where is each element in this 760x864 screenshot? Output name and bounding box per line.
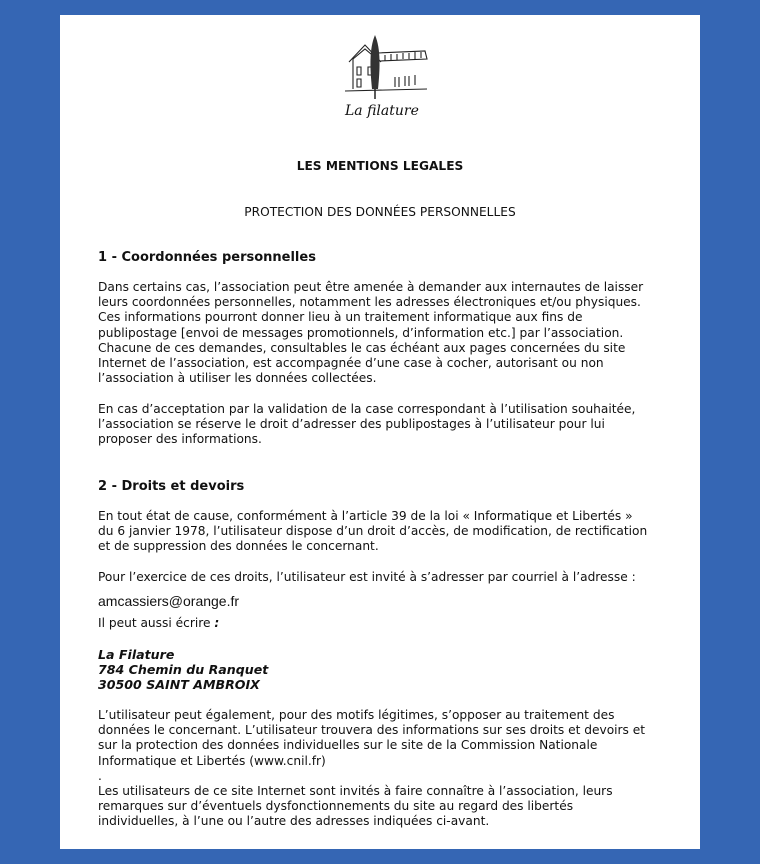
section2-paragraph-1 [98,509,668,555]
text-line: l’association se réserve le droit d’adresser des publipostages à l’utilisateur pour lui [98,417,605,432]
write-line [98,616,668,631]
write-text: Il peut aussi écrire [98,616,211,630]
postal-address [98,647,268,692]
section1-heading: 1 - Coordonnées personnelles [98,250,316,265]
page-subtitle: PROTECTION DES DONNÉES PERSONNELLES [244,205,516,219]
text-line: du 6 janvier 1978, l’utilisateur dispose d’un droit d’accès, de modification, de rectification [98,524,648,539]
text-line: Internet de l’association, est accompagnée d’une case à cocher, autorisant ou non [98,356,604,371]
text-line: données le concernant. L’utilisateur trouvera des informations sur ses droits et devoirs et [98,723,646,738]
section2-paragraph-2: Pour l’exercice de ces droits, l’utilisateur est invité à s’adresser par courriel à l’adresse : [98,570,636,584]
text-line: Les utilisateurs de ce site Internet sont invités à faire connaître à l’association, leurs [98,784,613,798]
email-address: amcassiers@orange.fr [98,593,240,609]
text-line: . [98,768,102,783]
text-line: Chacune de ces demandes, consultables le cas échéant aux pages concernées du site [98,340,626,355]
text-line: publipostage [envoi de messages promotionnels, d’information etc.] par l’association. [98,325,624,340]
text-line: Ces informations pourront donner lieu à un traitement informatique aux fins de [98,310,583,325]
text-line: En cas d’acceptation par la validation de la case correspondant à l’utilisation souhaitée, [98,402,636,416]
address-line: 30500 SAINT AMBROIX [98,677,260,692]
text-line: individuelles, à l’une ou l’autre des adresses indiquées ci-avant. [98,814,490,829]
text-line: sur la protection des données individuelles sur le site de la Commission Nationale [98,738,598,753]
section2-paragraph-4 [98,784,668,830]
text-line: proposer des informations. [98,432,262,447]
address-line: 784 Chemin du Ranquet [98,662,269,677]
write-colon: : [214,616,220,630]
text-line: Informatique et Libertés (www.cnil.fr) [98,753,326,768]
section2-heading: 2 - Droits et devoirs [98,479,245,494]
section1-paragraph-2 [98,402,668,448]
logo-text: La filature [345,103,419,119]
text-line: remarques sur d’éventuels dysfonctionnements du site au regard des libertés [98,799,574,814]
text-line: Dans certains cas, l’association peut être amenée à demander aux internautes de laisser [98,280,644,294]
text-line: l’association à utiliser les données collectées. [98,371,377,386]
section1-paragraph-1 [98,280,668,386]
text-line: En tout état de cause, conformément à l’article 39 de la loi « Informatique et Libertés » [98,509,633,523]
text-line: leurs coordonnées personnelles, notamment les adresses électroniques et/ou physiques. [98,295,641,310]
address-line: La Filature [98,647,175,662]
legal-page [60,15,700,849]
page-title: LES MENTIONS LEGALES [296,159,464,173]
section2-paragraph-3 [98,708,668,784]
text-line: et de suppression des données le concernant. [98,539,379,554]
la-filature-logo-icon [335,29,435,121]
text-line: L’utilisateur peut également, pour des motifs légitimes, s’opposer au traitement des [98,708,615,722]
